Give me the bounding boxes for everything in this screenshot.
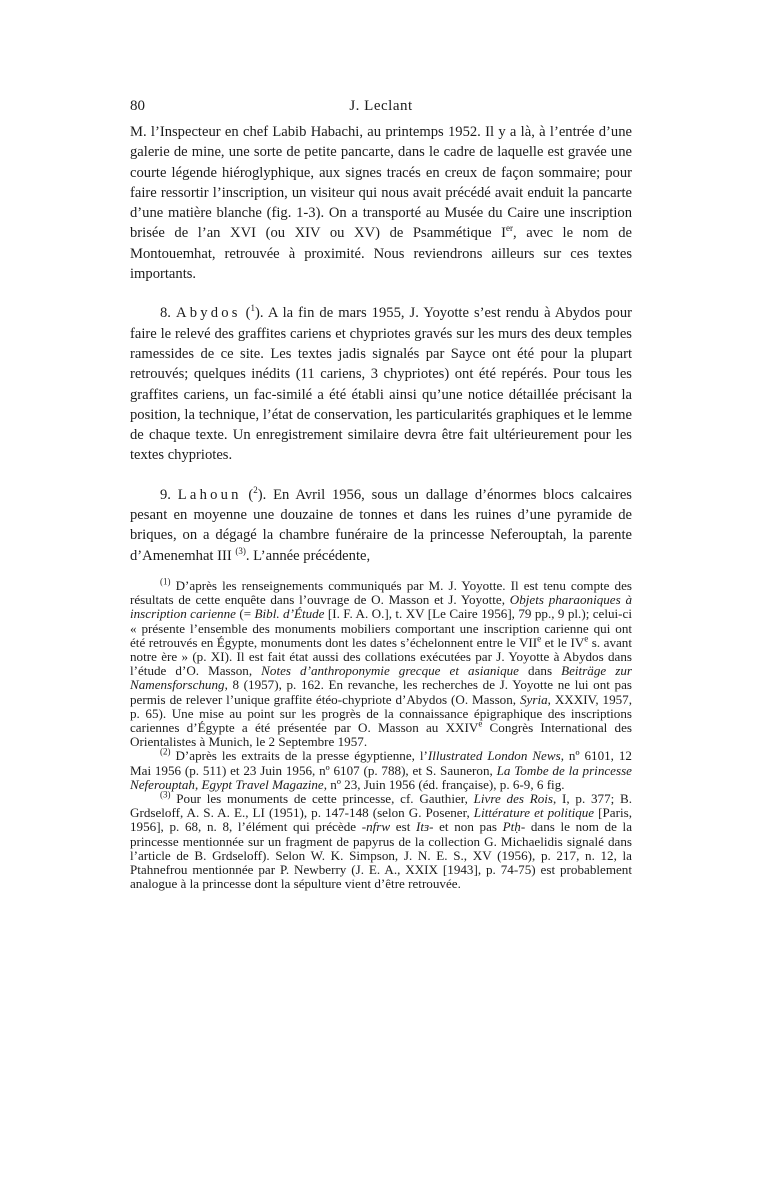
text-run: , nº 23, Juin 1956 (éd. française), p. 6-9, 6 fig. <box>323 776 565 792</box>
section-number: 9. <box>160 486 171 503</box>
footnote-mark: (1) <box>160 576 171 587</box>
italic-run: -nfrw <box>361 819 391 835</box>
running-head <box>130 98 632 122</box>
section-place: Lahoun <box>177 486 242 503</box>
text-run: , <box>194 776 202 792</box>
italic-run: Illustrated London News <box>427 748 561 764</box>
text-run: dans le nom de la princesse mentionnée sur un fragment de papyrus de la collection G. Michaelidis signalé dans l’article de B. Grdseloff). Selon W. K. Simpson, J. N. E. S., XV (1956), p. 217, n. 12, la Ptahnefrou mentionnée par P. Newberry (J. E. A., XXIX [1943], p. 74-75) est probablement analogue à la princesse dont la sépulture vient d’être retrouvée. <box>130 819 632 892</box>
text-run: [Paris, 1956], p. 68, n. 8, l’élément qui précède <box>130 805 632 835</box>
superscript: e <box>537 633 542 644</box>
italic-run: Beiträge zur Namensforschung <box>130 663 632 693</box>
paragraph-continued <box>130 122 632 284</box>
text-run: (= <box>235 606 255 622</box>
text-run: dans <box>518 663 562 679</box>
footnote-3 <box>130 789 632 892</box>
italic-run: Bibl. d’Étude <box>254 606 325 622</box>
text-run: Congrès International des Orientalistes à Munich, le 2 Septembre 1957. <box>130 720 633 750</box>
text-run: Pour les monuments de cette princesse, cf. Gauthier, <box>170 791 474 807</box>
text-run: est <box>390 819 416 835</box>
text-run: et non pas <box>433 819 503 835</box>
footnote-mark: (2) <box>160 747 171 758</box>
section-number: 8. <box>160 305 171 322</box>
section-place: Abydos <box>176 305 241 322</box>
text-run: , I, p. 377; B. Grdseloff, A. S. A. E., LI (1951), p. 147-148 (selon G. Posener, <box>130 791 632 821</box>
italic-run: Objets pharaoniques à inscription carienne <box>130 592 632 622</box>
italic-run: Ptḥ- <box>502 819 526 835</box>
italic-run: Syria <box>519 691 548 707</box>
footnote-2 <box>130 749 632 792</box>
text-run: . En Avril 1956, sous un dallage d’énormes blocs calcaires pesant en moyenne une douzaine de tonnes et dans les ruines d’une pyramide de briques, on a dégagé la chambre funéraire de la princesse Neferouptah, la parente d’Amenemhat III <box>130 486 632 564</box>
footnote-ref: (3) <box>235 545 246 556</box>
text-run: , nº 6101, 12 Mai 1956 (p. 511) et 23 Juin 1956, nº 6107 (p. 788), et S. Sauneron, <box>130 748 632 778</box>
page-number: 80 <box>130 98 145 114</box>
text-run: [I. F. A. O.], t. XV [Le Caire 1956], 79 pp., 9 pl.); celui-ci « présente l’ensemble des monuments mobiliers comportant une inscription carienne qui ont été retrouvés en Égypte, monuments dont les dates s’échelonnent entre le VII <box>130 606 632 650</box>
text-run: D’après les renseignements communiqués par M. J. Yoyotte. Il est tenu compte des résultats de cette enquête dans l’ouvrage de O. Masson et J. Yoyotte, <box>130 578 632 608</box>
italic-run: Itɜ- <box>416 819 434 835</box>
text-run: et le IV <box>541 634 585 650</box>
italic-run: Egypt Travel Magazine <box>201 776 324 792</box>
text-run: s. avant notre ère » (p. XI). Il est fait état aussi des collations exécutées par J. Yoyotte à Abydos dans l’étude d’O. Masson, <box>130 634 632 679</box>
footnote-ref: 1 <box>250 303 256 314</box>
text-run: . A la fin de mars 1955, J. Yoyotte s’est rendu à Abydos pour faire le relevé des graffites cariens et chypriotes gravés sur les murs des deux temples ramessides de ce site. Les textes jadis signalés par Sayce ont été pour la plupart retrouvés; quelques inédits (11 cariens, 3 chypriotes) ont été repérés. Pour tous les graffites cariens, un fac-similé a été établi ainsi qu’une notice détaillée précisant la position, la technique, l’état de conservation, les particularités graphiques et le lemme de chaque texte. Un enregistrement similaire devra être fait ultérieurement pour les textes chypriotes. <box>130 305 632 464</box>
running-head-author: J. Leclant <box>349 98 413 114</box>
text-run: , 8 (1957), p. 162. En revanche, les recherches de J. Yoyotte ne lui ont pas permis de relever l’unique graffite étéo-chypriote d’Abydos (O. Masson, <box>130 677 632 707</box>
italic-run: Notes d’anthroponymie grecque et asianique <box>261 663 519 679</box>
italic-run: Livre des Rois <box>473 791 554 807</box>
footnote-ref: 2 <box>253 484 258 495</box>
text-run: . L’année précédente, <box>245 547 371 564</box>
main-text <box>130 122 632 566</box>
footnotes <box>130 576 633 892</box>
superscript: er <box>506 223 514 234</box>
paragraph-lahoun: 9. Lahoun ($^2$). En Avril 1956, sous un dallage d’énormes blocs calcaires pesant en moyenne une douzaine de tonnes et dans les ruines d’une pyramide de briques, on a dégagé la chambre funéraire de la princesse Neferouptah, la parente d’Amenemhat III $^{(3)}$. L’année précédente, <box>130 484 632 564</box>
superscript: e <box>584 633 589 644</box>
italic-run: Littérature et politique <box>473 805 595 821</box>
superscript: e <box>478 718 483 729</box>
footnote-mark: (3) <box>160 789 171 800</box>
text-run: , XXXIV, 1957, p. 65). Une mise au point sur les progrès de la connaissance épigraphique des inscriptions cariennes d’Égypte a été présentée par O. Masson au XXIV <box>130 691 632 736</box>
italic-run: La Tombe de la princesse Neferouptah <box>130 762 632 792</box>
text-run: D’après les extraits de la presse égyptienne, l’ <box>170 748 428 764</box>
paragraph-abydos: 8. Abydos ($^1$). A la fin de mars 1955, J. Yoyotte s’est rendu à Abydos pour faire le relevé des graffites cariens et chypriotes gravés sur les murs des deux temples ramessides de ce site. Les textes jadis signalés par Sayce ont été pour la plupart retrouvés; quelques inédits (11 cariens, 3 chypriotes) ont été repérés. Pour tous les graffites cariens, un fac-similé a été établi ainsi qu’une notice détaillée précisant la position, la technique, l’état de conservation, les particularités graphiques et le lemme de chaque texte. Un enregistrement similaire devra être fait ultérieurement pour les textes chypriotes. <box>130 303 632 464</box>
text-run: M. l’Inspecteur en chef Labib Habachi, au printemps 1952. Il y a là, à l’entrée d’une galerie de mine, une sorte de petite pancarte, dans le cadre de laquelle est gravée une courte légende hiéroglyphique, aux signes tracés en creux de façon sommaire; pour faire ressortir l’inscription, un visiteur qui nous avait précédé avait enduit la pancarte d’une matière blanche (fig. 1-3). On a transporté au Musée du Caire une inscription brisée de l’an XVI (ou XIV ou XV) de Psammétique I <box>130 124 632 242</box>
text-run: , avec le nom de Montouemhat, retrouvée à proximité. Nous reviendrons ailleurs sur ces textes importants. <box>130 225 632 283</box>
footnote-1 <box>130 576 633 750</box>
